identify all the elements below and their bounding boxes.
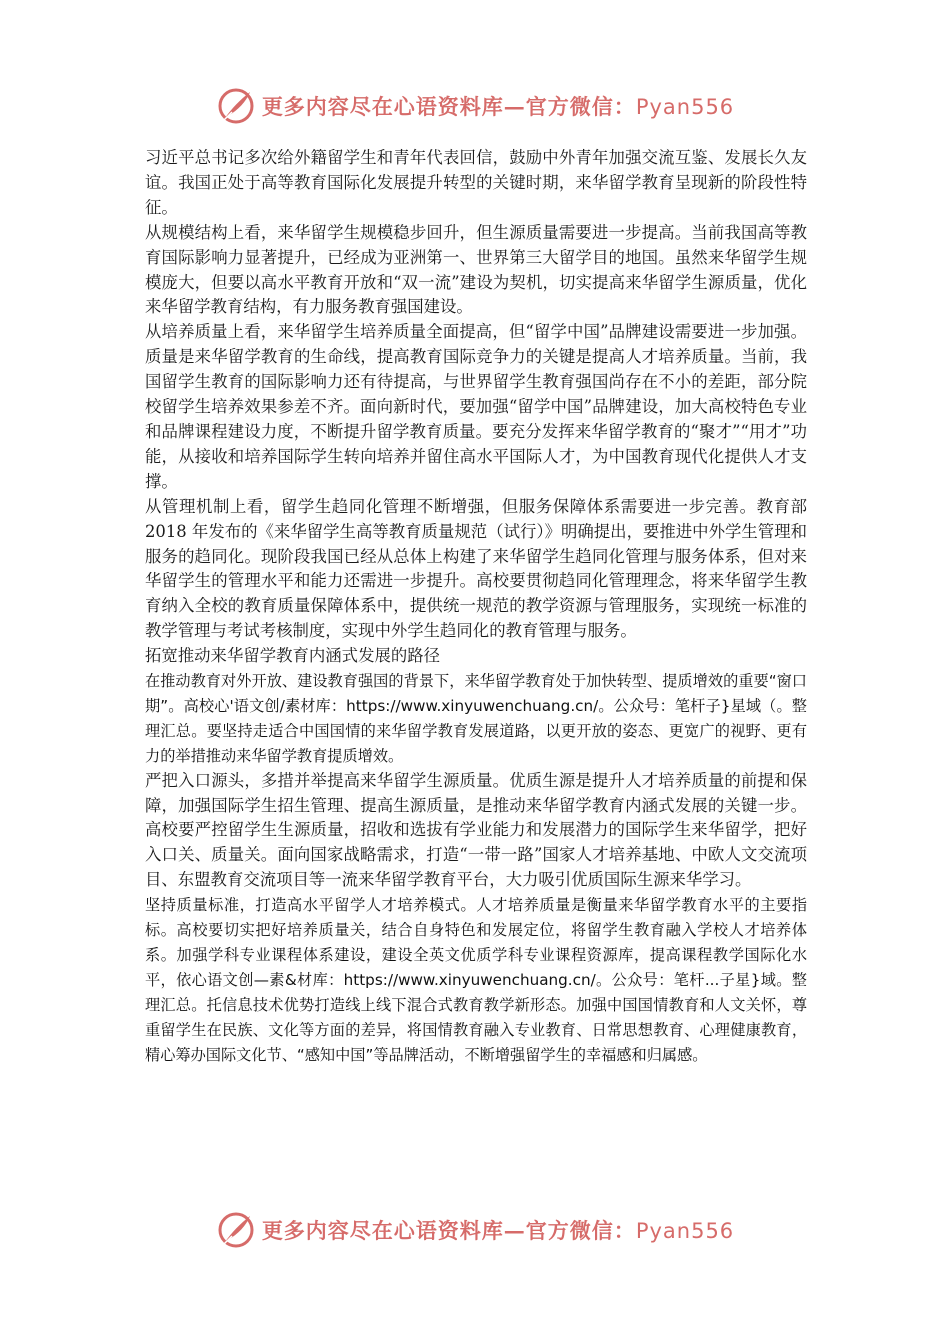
quill-logo-icon xyxy=(216,1210,256,1250)
paragraph-management: 从管理机制上看，留学生趋同化管理不断增强，但服务保障体系需要进一步完善。教育部 2018 年发布的《来华留学生高等教育质量规范（试行）》明确提出，要推进中外学生管理和服务的趋同化。现阶段我国已经从总体上构建了来华留学生趋同化管理与服务体系，但对来华留学生的管理水平和能力还需进一步提升。高校要贯彻趋同化管理理念，将来华留学生教育纳入全校的教育质量保障体系中，提供统一规范的教学资源与管理服务，实现统一标准的教学管理与考试考核制度，实现中外学生趋同化的教育管理与服务。 xyxy=(145,496,807,641)
article-body xyxy=(145,146,807,1068)
footer-banner xyxy=(0,1208,950,1252)
quill-logo-icon xyxy=(216,86,256,126)
paragraph-window-period: 在推动教育对外开放、建设教育强国的背景下，来华留学教育处于加快转型、提质增效的重要“窗口期”。高校心'语文创/素材库：https://www.xinyuwenchuang.cn/。公众号：笔杆子}星域（。整理汇总。要坚持走适合中国国情的来华留学教育发展道路，以更开放的姿态、更宽广的视野、更有力的举措推动来华留学教育提质增效。 xyxy=(145,672,807,765)
paragraph-intro: 习近平总书记多次给外籍留学生和青年代表回信，鼓励中外青年加强交流互鉴、发展长久友谊。我国正处于高等教育国际化发展提升转型的关键时期，来华留学教育呈现新的阶段性特征。 xyxy=(145,148,807,217)
footer-banner-text: 更多内容尽在心语资料库—官方微信：Pyan556 xyxy=(261,1218,735,1243)
paragraph-training-quality: 从培养质量上看，来华留学生培养质量全面提高，但“留学中国”品牌建设需要进一步加强。质量是来华留学教育的生命线，提高教育国际竞争力的关键是提高人才培养质量。当前，我国留学生教育的国际影响力还有待提高，与世界留学生教育强国尚存在不小的差距，部分院校留学生培养效果参差不齐。面向新时代，要加强“留学中国”品牌建设，加大高校特色专业和品牌课程建设力度，不断提升留学教育质量。要充分发挥来华留学教育的“聚才”“用才”功能，从接收和培养国际学生转向培养并留住高水平国际人才，为中国教育现代化提供人才支撑。 xyxy=(145,322,807,491)
footer-wechat-id: Pyan556 xyxy=(635,1219,735,1243)
paragraph-quality-standards: 坚持质量标准，打造高水平留学人才培养模式。人才培养质量是衡量来华留学教育水平的主要指标。高校要切实把好培养质量关，结合自身特色和发展定位，将留学生教育融入学校人才培养体系。加强学科专业课程体系建设，建设全英文优质学科专业课程资源库，提高课程教学国际化水平，依心语文创—素&材库：https://www.xinyuwenchuang.cn/。公众号：笔杆...子星}域。整理汇总。托信息技术优势打造线上线下混合式教育教学新形态。加强中国国情教育和人文关怀，尊重留学生在民族、文化等方面的差异，将国情教育融入专业教育、日常思想教育、心理健康教育，精心筹办国际文化节、“感知中国”等品牌活动，不断增强留学生的幸福感和归属感。 xyxy=(145,896,807,1064)
header-wechat-id: Pyan556 xyxy=(635,95,735,119)
header-banner-text: 更多内容尽在心语资料库—官方微信：Pyan556 xyxy=(261,94,735,119)
header-banner xyxy=(0,84,950,128)
paragraph-scale-structure: 从规模结构上看，来华留学生规模稳步回升，但生源质量需要进一步提高。当前我国高等教育国际影响力显著提升，已经成为亚洲第一、世界第三大留学目的地国。虽然来华留学生规模庞大，但要以高水平教育开放和“双一流”建设为契机，切实提高来华留学生源质量，优化来华留学教育结构，有力服务教育强国建设。 xyxy=(145,222,807,317)
section-heading: 拓宽推动来华留学教育内涵式发展的路径 xyxy=(145,646,441,666)
paragraph-admission-quality: 严把入口源头，多措并举提高来华留学生源质量。优质生源是提升人才培养质量的前提和保障，加强国际学生招生管理、提高生源质量，是推动来华留学教育内涵式发展的关键一步。高校要严控留学生生源质量，招收和选拔有学业能力和发展潜力的国际学生来华留学，把好入口关、质量关。面向国家战略需求，打造“一带一路”国家人才培养基地、中欧人文交流项目、东盟教育交流项目等一流来华留学教育平台，大力吸引优质国际生源来华学习。 xyxy=(145,770,807,890)
